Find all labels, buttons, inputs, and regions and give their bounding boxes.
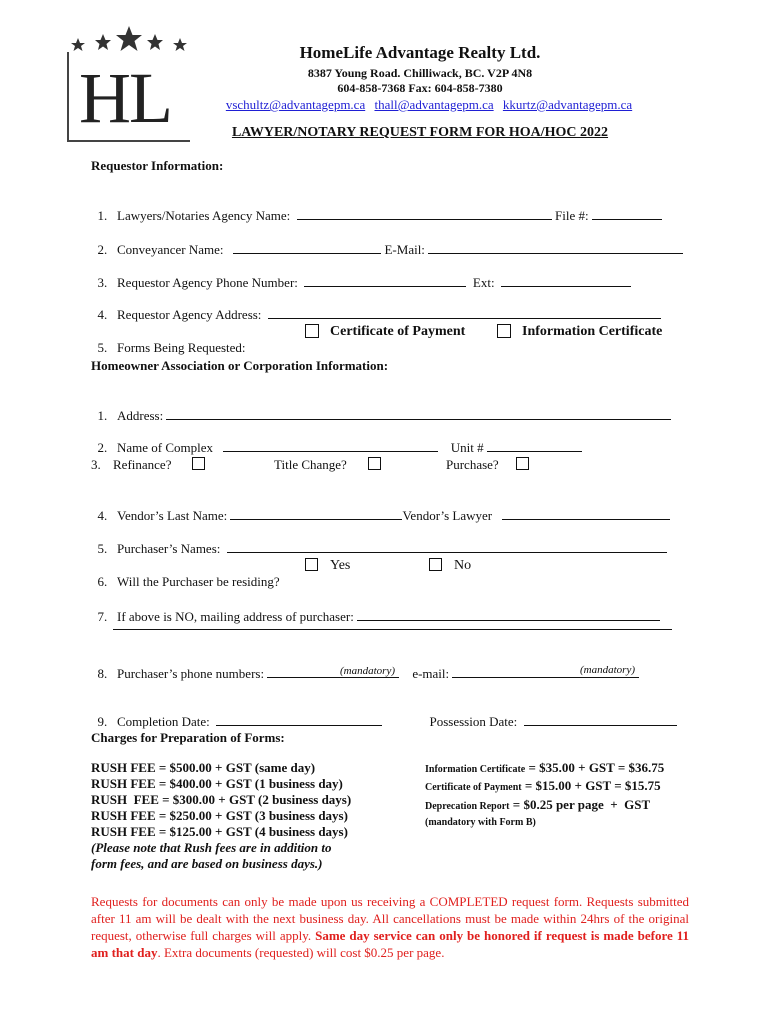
hoa-q9 [91, 697, 382, 730]
file-number-label: File #: [555, 208, 589, 223]
form-title: LAWYER/NOTARY REQUEST FORM FOR HOA/HOC 2022 [231, 125, 609, 140]
requestor-q4 [91, 290, 661, 323]
hoa-address-field[interactable] [166, 407, 671, 420]
hoa-address-label: Address: [117, 408, 164, 423]
q-number: 3. [97, 275, 108, 290]
email-links [0, 97, 770, 113]
conveyancer-name-label: Conveyancer Name: [117, 242, 224, 257]
q-number: 9. [97, 714, 108, 729]
email-link-vschultz[interactable]: vschultz@advantagepm.ca [225, 97, 366, 112]
q-number: 4. [97, 508, 108, 523]
certificate-of-payment-label: Certificate of Payment [330, 324, 466, 339]
form-fee-item: Certificate of Payment = $15.00 + GST = $15.75 [425, 778, 661, 793]
requestor-heading: Requestor Information: [91, 158, 224, 173]
complex-name-field[interactable] [223, 439, 438, 452]
email-label: E-Mail: [384, 242, 425, 257]
vendor-name-field[interactable] [230, 507, 402, 520]
information-certificate-label: Information Certificate [522, 324, 663, 339]
requestor-q3 [91, 258, 631, 291]
agency-name-field[interactable] [297, 207, 552, 220]
hoa-q1 [91, 391, 671, 424]
form-fee-item: Deprecation Report = $0.25 per page + GST [425, 797, 651, 812]
same-day-notice: Same day service can only be honored if request is made before 11 am that day [91, 928, 689, 960]
possession-date-field[interactable] [524, 713, 677, 726]
rush-fee-item: RUSH FEE = $125.00 + GST (4 business days) [91, 824, 348, 839]
possession-date [423, 697, 677, 730]
residing-yes-checkbox[interactable] [305, 558, 318, 571]
company-name: HomeLife Advantage Realty Ltd. [299, 43, 541, 62]
phone-mandatory-note: (mandatory) [340, 665, 395, 677]
form-fee-item: Information Certificate = $35.00 + GST = $36.75 [425, 760, 665, 775]
rush-fee-note: form fees, and are based on business days.) [91, 856, 323, 871]
q-number: 7. [97, 609, 108, 624]
q-number: 1. [97, 408, 108, 423]
refinance-label: Refinance? [113, 457, 172, 472]
mailing-address-label: If above is NO, mailing address of purchaser: [117, 609, 354, 624]
company-phones: 604-858-7368 Fax: 604-858-7380 [337, 81, 503, 95]
agency-address-label: Requestor Agency Address: [117, 307, 262, 322]
rush-fee-item: RUSH FEE = $250.00 + GST (3 business days) [91, 808, 348, 823]
vendor-lawyer-field[interactable] [502, 507, 670, 520]
completion-date-label: Completion Date: [117, 714, 210, 729]
purchase-label: Purchase? [446, 457, 499, 472]
unit-label: Unit # [450, 440, 484, 455]
ext-field[interactable] [501, 274, 631, 287]
forms-requested-label: Forms Being Requested: [117, 340, 246, 355]
file-number-field[interactable] [592, 207, 662, 220]
q-number: 1. [97, 208, 108, 223]
conveyancer-name-field[interactable] [233, 241, 381, 254]
possession-date-label: Possession Date: [429, 714, 518, 729]
requestor-q2 [91, 225, 683, 258]
title-change-label: Title Change? [274, 457, 347, 472]
complex-name-label: Name of Complex [117, 440, 214, 455]
deprecation-note: (mandatory with Form B) [425, 817, 536, 828]
hoa-q3-number: 3. [91, 457, 101, 472]
purchaser-phone-label: Purchaser’s phone numbers: [117, 666, 265, 681]
hoa-q2 [91, 423, 582, 456]
rush-fee-note: (Please note that Rush fees are in addition to [91, 840, 332, 855]
q-number: 2. [97, 242, 108, 257]
company-address: 8387 Young Road. Chilliwack, BC. V2P 4N8 [307, 66, 533, 80]
q-number: 4. [97, 307, 108, 322]
q-number: 5. [97, 340, 108, 355]
purchase-checkbox[interactable] [516, 457, 529, 470]
certificate-of-payment-checkbox[interactable] [305, 324, 319, 338]
q-number: 5. [97, 541, 108, 556]
q-number: 6. [97, 574, 108, 589]
q-number: 8. [97, 666, 108, 681]
email-field[interactable] [428, 241, 683, 254]
completion-date-field[interactable] [216, 713, 382, 726]
hoa-q4 [91, 491, 670, 524]
unit-field[interactable] [487, 439, 582, 452]
purchaser-names-label: Purchaser’s Names: [117, 541, 221, 556]
agency-phone-label: Requestor Agency Phone Number: [117, 275, 298, 290]
rush-fee-item: RUSH FEE = $300.00 + GST (2 business days) [91, 792, 352, 807]
cancellation-notice: Requests for documents can only be made upon us receiving a COMPLETED request form. Requests submitted after 11 am will be dealt with the next business day. All cancellations must be made within 24hrs of the original request, otherwise full charges will apply. Same day service can only be honored if request is made before 11 am that day. Extra documents (requested) will cost $0.25 per page. [91, 894, 689, 960]
agency-address-field[interactable] [268, 306, 661, 319]
email-mandatory-note: (mandatory) [580, 664, 635, 676]
hoa-q5 [91, 524, 667, 557]
hoa-q6 [91, 558, 280, 590]
rush-fee-item: RUSH FEE = $400.00 + GST (1 business day) [91, 776, 343, 791]
requestor-q1 [91, 191, 662, 224]
email-link-thall[interactable]: thall@advantagepm.ca [374, 97, 494, 112]
charges-heading: Charges for Preparation of Forms: [91, 730, 285, 745]
q-number: 2. [97, 440, 108, 455]
purchaser-names-field[interactable] [227, 540, 667, 553]
purchaser-residing-label: Will the Purchaser be residing? [117, 574, 280, 589]
residing-no-label: No [454, 558, 472, 573]
residing-yes-label: Yes [330, 558, 351, 573]
refinance-checkbox[interactable] [192, 457, 205, 470]
residing-no-checkbox[interactable] [429, 558, 442, 571]
title-change-checkbox[interactable] [368, 457, 381, 470]
hoa-heading: Homeowner Association or Corporation Information: [91, 358, 389, 373]
rush-fee-item: RUSH FEE = $500.00 + GST (same day) [91, 760, 316, 775]
purchaser-email-label: e-mail: [412, 666, 450, 681]
email-link-kkurtz[interactable]: kkurtz@advantagepm.ca [502, 97, 633, 112]
form-fee-list [425, 760, 715, 830]
agency-name-label: Lawyers/Notaries Agency Name: [117, 208, 291, 223]
rush-fee-list [91, 760, 401, 872]
requestor-q5 [91, 324, 246, 356]
information-certificate-checkbox[interactable] [497, 324, 511, 338]
agency-phone-field[interactable] [304, 274, 466, 287]
ext-label: Ext: [472, 275, 495, 290]
vendor-name-label: Vendor’s Last Name: [117, 508, 228, 523]
mailing-address-field-line2[interactable] [113, 617, 672, 630]
logo-text: HL [79, 58, 171, 138]
vendor-lawyer-label: Vendor’s Lawyer [402, 508, 493, 523]
